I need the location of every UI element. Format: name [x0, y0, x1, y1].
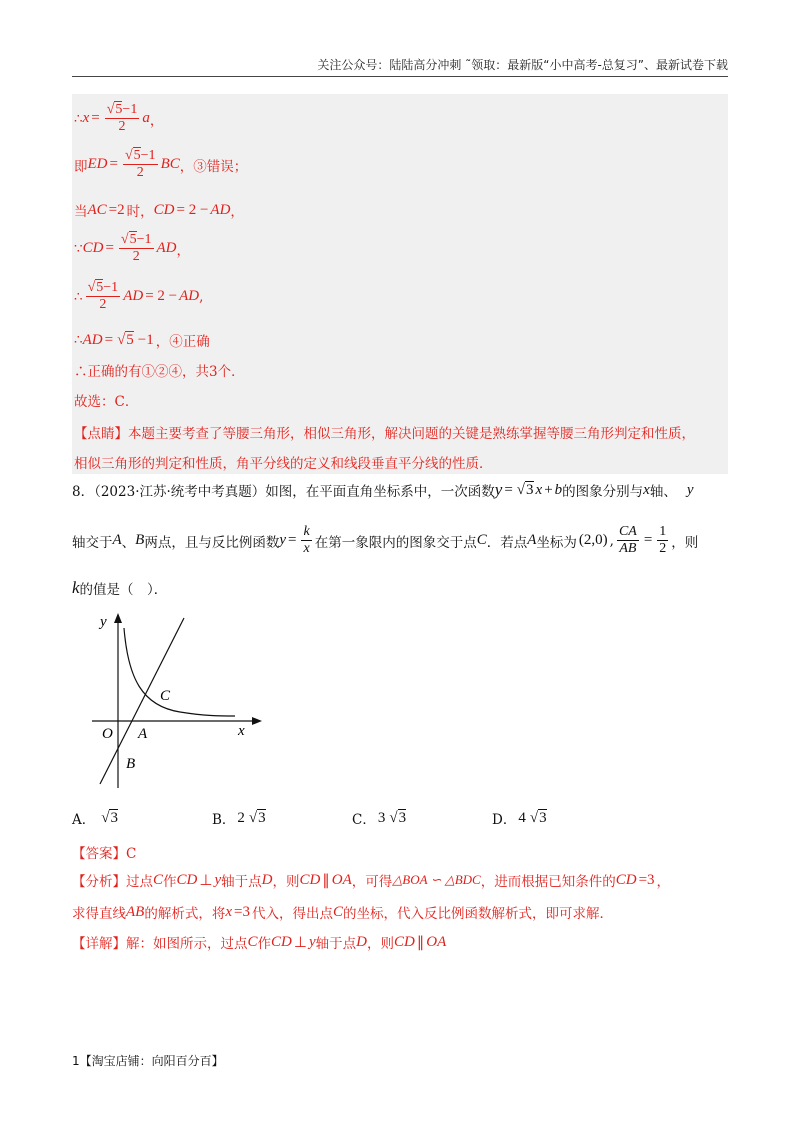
question-line-2: 轴交于 A 、 B 两点，且与反比例函数 y = $\frac{k}{x}$ 在第一象限内的图象交于点 C ．若点 A 坐标为 (2,0) , $\frac{CA}{AB}$ = $\frac{1}{2}$ ，则: [72, 524, 699, 556]
solution-line-4: ∵ CD = $\frac{√5-1}{2}$ AD ，: [74, 232, 190, 264]
answer-line: 【答案】C: [72, 846, 137, 862]
function-graph: [80, 608, 280, 798]
analysis-line-2: 求得直线 AB 的解析式，将 x =3 代入，得出点 C 的坐标，代入反比例函数解析式，即可求解．: [72, 903, 613, 922]
label-O: O: [102, 726, 113, 742]
linear-function-line: [100, 618, 184, 784]
page-footer: 1【淘宝店铺：向阳百分百】: [72, 1054, 224, 1068]
question-line-3: k 的值是（ ）．: [72, 578, 168, 598]
label-A: A: [138, 726, 148, 742]
solution-line-1: ∴ x = $\frac{√5-1}{2}$ a ，: [74, 102, 164, 134]
page-header: 关注公众号：陆陆高分冲刺 ˜领取：最新版“小中高考-总复习”、最新试卷下载: [72, 56, 728, 77]
solution-line-2: 即 ED = $\frac{√5-1}{2}$ BC ，③错误；: [74, 148, 248, 180]
label-B: B: [126, 756, 136, 772]
option-b[interactable]: B． 2 √3: [212, 809, 266, 828]
solution-line-7: ∴正确的有①②④，共3个．: [74, 364, 245, 380]
analysis-line-1: 【分析】过点 C 作 CD ⊥ y 轴于点 D ，则 CD ∥ OA ，可得 △BOA ∽ △BDC ，进而根据已知条件的 CD =3 ，: [72, 871, 671, 890]
y-axis-arrow: [114, 613, 122, 623]
question-line-1: 8．（2023·江苏·统考中考真题）如图，在平面直角坐标系中，一次函数 y = √3 x + b 的图象分别与 x 轴、 y: [72, 480, 694, 500]
label-y: y: [100, 614, 107, 630]
option-d[interactable]: D． 4 √3: [492, 809, 547, 828]
label-x: x: [238, 723, 245, 739]
solution-line-9: 【点睛】本题主要考查了等腰三角形，相似三角形，解决问题的关键是熟练掌握等腰三角形判定和性质，: [74, 426, 695, 442]
solution-line-3: 当 AC =2 时， CD = 2 − AD ，: [74, 201, 244, 220]
solution-line-5: ∴ $\frac{√5-1}{2}$ AD = 2 − AD ,: [74, 280, 204, 312]
solution-block: [72, 94, 728, 474]
solution-line-6: ∴ AD = √5 −1 ，④正确: [74, 331, 210, 350]
solution-line-8: 故选：C．: [74, 394, 139, 410]
x-axis-arrow: [252, 717, 262, 725]
option-a[interactable]: A． √3: [72, 809, 118, 828]
option-c[interactable]: C． 3 √3: [352, 809, 407, 828]
solution-line-10: 相似三角形的判定和性质，角平分线的定义和线段垂直平分线的性质．: [74, 456, 493, 472]
label-C: C: [160, 688, 171, 704]
detail-line-1: 【详解】 解：如图所示，过点 C 作 CD ⊥ y 轴于点 D ，则 CD ∥ OA: [72, 933, 447, 952]
